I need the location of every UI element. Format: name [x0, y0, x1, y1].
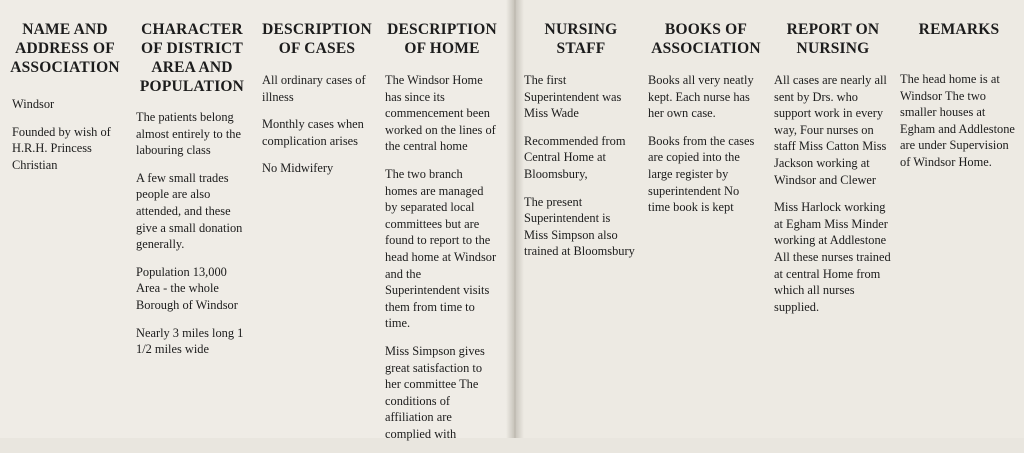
paragraph: The two branch homes are managed by separated local committees but are found to report to the head home at Windsor and the Superintendent visits them from time to time.: [385, 166, 497, 331]
paragraph: Windsor: [12, 97, 55, 111]
column-header: NURSING STAFF: [544, 21, 618, 57]
column-report-on-nursing: [772, 0, 894, 326]
paragraph: Books all very neatly kept. Each nurse has her own case.: [648, 73, 754, 121]
column-header: REMARKS: [918, 21, 1000, 38]
column-header: CHARACTER OF DISTRICT AREA AND POPULATION: [139, 21, 245, 95]
paragraph: Miss Simpson gives great satisfaction to her committee The conditions of affiliation are complied with: [385, 343, 485, 441]
column-description-of-home: [380, 0, 504, 453]
paragraph: The present Superintendent is Miss Simpson also trained at Bloomsbury: [524, 194, 635, 259]
column-body: [380, 72, 497, 442]
column-header: REPORT ON NURSING: [786, 21, 880, 57]
column-body: [4, 96, 126, 173]
column-body: [256, 72, 376, 177]
column-remarks: [898, 0, 1020, 182]
paragraph: Books from the cases are copied into the large register by superintendent No time book is kept: [648, 133, 755, 215]
column-header: NAME AND ADDRESS OF ASSOCIATION: [10, 21, 120, 76]
paragraph: All ordinary cases of illness: [262, 73, 366, 104]
column-header: BOOKS OF ASSOCIATION: [651, 21, 761, 57]
paragraph: Monthly cases when complication arises: [262, 117, 364, 148]
paragraph: Recommended from Central Home at Bloomsbury,: [524, 133, 626, 181]
paragraph: Miss Harlock working at Egham Miss Minder working at Addlestone All these nurses trained at central Home from which all nurses supplied.: [774, 200, 891, 314]
column-body: [898, 71, 1016, 171]
paragraph: The head home is at Windsor The two smaller houses at Egham and Addlestone are under Supervision of Windsor Home.: [900, 72, 1015, 169]
column-books-of-association: [644, 0, 768, 227]
paragraph: Founded by wish of H.R.H. Princess Christian: [12, 124, 111, 172]
column-nursing-staff: [522, 0, 640, 271]
paragraph: The first Superintendent was Miss Wade: [524, 73, 622, 121]
paragraph: All cases are nearly all sent by Drs. who support work in every way, Four nurses on staff Miss Catton Miss Jackson working at Windsor and Clewer: [774, 73, 887, 187]
paragraph: Population 13,000 Area - the whole Borough of Windsor: [136, 264, 238, 312]
column-header: DESCRIPTION OF CASES: [262, 21, 372, 57]
column-body: [772, 72, 892, 315]
column-body: [130, 109, 248, 358]
paragraph: No Midwifery: [262, 161, 334, 176]
column-name-and-address: [4, 0, 126, 184]
paragraph: The patients belong almost entirely to the labouring class: [136, 110, 241, 158]
column-body: [522, 72, 636, 260]
paragraph: A few small trades people are also attended, and these give a small donation generally.: [136, 170, 243, 252]
column-header: DESCRIPTION OF HOME: [387, 21, 497, 57]
column-description-of-cases: [256, 0, 378, 188]
column-character-of-district: [130, 0, 254, 369]
paragraph: The Windsor Home has since its commencement been worked on the lines of the central home: [385, 73, 496, 154]
column-body: [644, 72, 764, 216]
paragraph: Nearly 3 miles long 1 1/2 miles wide: [136, 325, 244, 357]
